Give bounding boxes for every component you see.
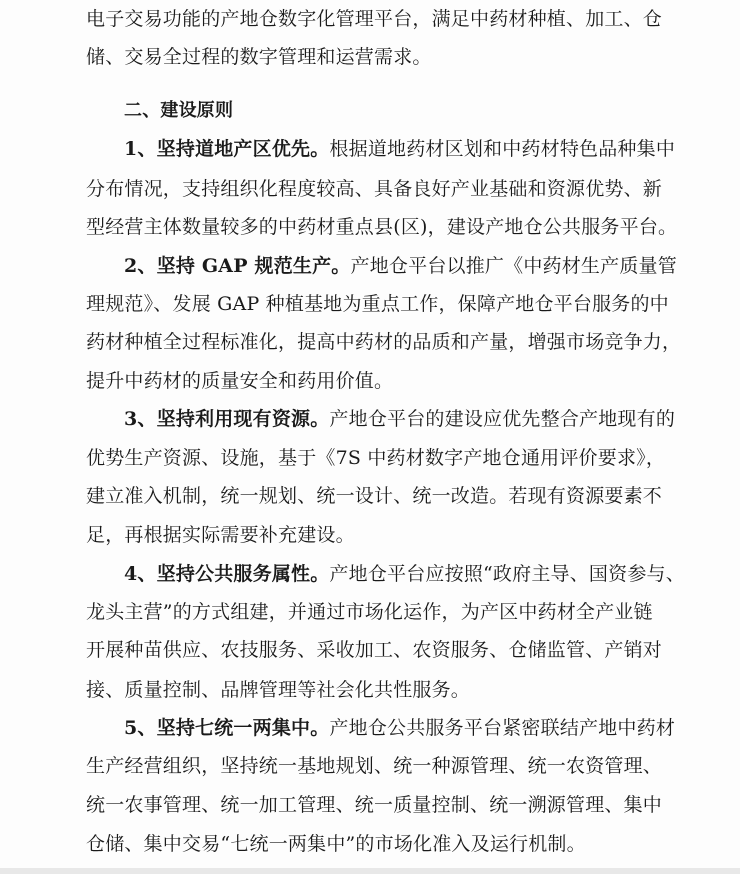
paragraph-line [124,253,677,279]
paragraph-line [124,136,676,162]
paragraph-line: 接、质量控制、品牌管理等社会化共性服务。 [86,679,471,701]
paragraph-line: 提升中药材的质量安全和药用价值。 [86,370,394,392]
principle-title: 2、坚持 GAP 规范生产。 [124,255,351,277]
paragraph-text: 产地仓平台的建设应优先整合产地现有的 [329,408,676,430]
paragraph-line [124,561,685,587]
paragraph-line: 生产经营组织，坚持统一基地规划、统一种源管理、统一农资管理、 [86,755,663,777]
intro-line: 电子交易功能的产地仓数字化管理平台，满足中药材种植、加工、仓 [86,8,663,30]
paragraph-line: 建立准入机制，统一规划、统一设计、统一改造。若现有资源要素不 [86,485,663,507]
principle-title: 3、坚持利用现有资源。 [124,408,330,430]
intro-line: 储、交易全过程的数字管理和运营需求。 [86,46,432,68]
page-bottom-edge [0,868,740,874]
paragraph-line: 龙头主营”的方式组建，并通过市场化运作，为产区中药材全产业链 [86,601,653,623]
paragraph-line: 型经营主体数量较多的中药材重点县(区)，建设产地仓公共服务平台。 [86,216,678,238]
principle-title: 1、坚持道地产区优先。 [124,138,330,160]
paragraph-text: 产地仓平台以推广《中药材生产质量管 [350,255,677,277]
section-heading: 二、建设原则 [124,100,234,121]
paragraph-line: 药材种植全过程标准化，提高中药材的品质和产量，增强市场竞争力， [86,331,682,353]
paragraph-line: 理规范》、发展 GAP 种植基地为重点工作，保障产地仓平台服务的中 [86,293,669,315]
paragraph-line: 分布情况，支持组织化程度较高、具备良好产业基础和资源优势、新 [86,178,663,200]
paragraph-line: 优势生产资源、设施，基于《7S 中药材数字产地仓通用评价要求》， [86,447,666,469]
paragraph-line: 统一农事管理、统一加工管理、统一质量控制、统一溯源管理、集中 [86,794,663,816]
paragraph-line [124,406,676,432]
paragraph-text: 根据道地药材区划和中药材特色品种集中 [329,138,676,160]
paragraph-line: 足，再根据实际需要补充建设。 [86,524,355,546]
paragraph-text: 产地仓平台应按照“政府主导、国资参与、 [329,563,685,585]
principle-title: 4、坚持公共服务属性。 [124,563,330,585]
principle-title: 5、坚持七统一两集中。 [124,717,330,739]
paragraph-line [124,715,676,741]
paragraph-line: 仓储、集中交易“七统一两集中”的市场化准入及运行机制。 [86,833,586,855]
paragraph-line: 开展种苗供应、农技服务、采收加工、农资服务、仓储监管、产销对 [86,639,663,661]
paragraph-text: 产地仓公共服务平台紧密联结产地中药材 [329,717,676,739]
